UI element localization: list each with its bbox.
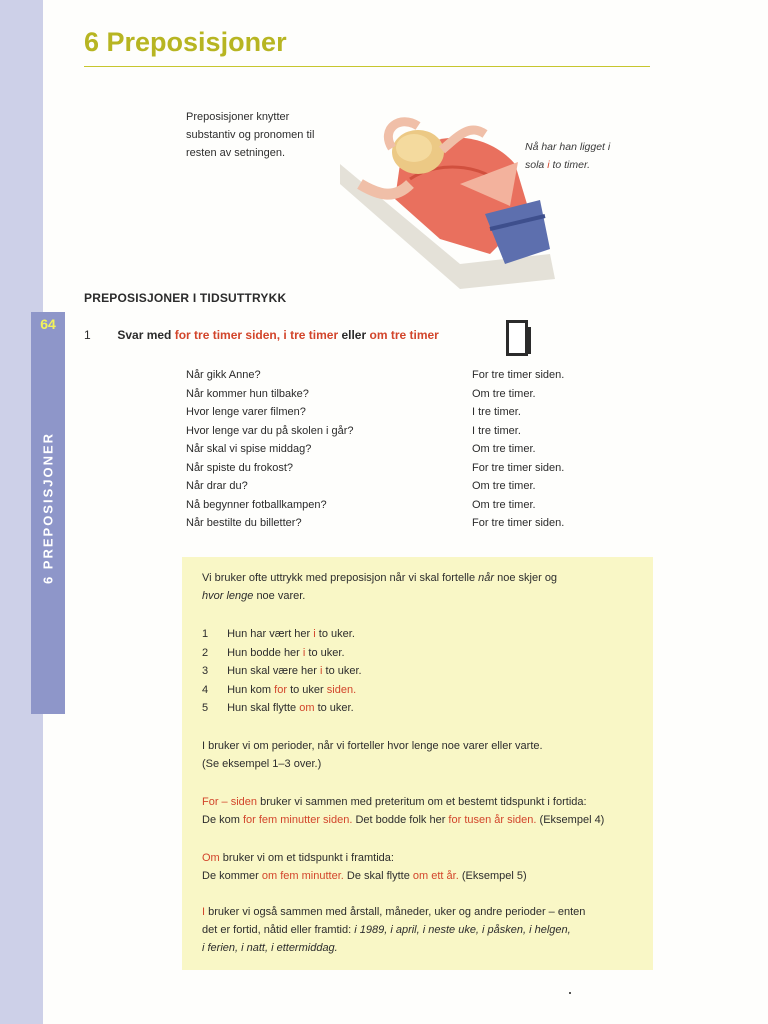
section-heading: PREPOSISJONER I TIDSUTTRYKK (84, 291, 287, 305)
intro-text: Preposisjoner knytter substantiv og pronomen til resten av setningen. (186, 111, 315, 159)
question-item: Når skal vi spise middag? (186, 443, 312, 455)
question-item: Hvor lenge varer filmen? (186, 406, 306, 418)
question-item: Når kommer hun tilbake? (186, 387, 309, 400)
answer-list (472, 366, 564, 533)
question-list (186, 366, 354, 533)
rule-example: 1 Hun har vært her i to uker. (202, 628, 355, 640)
question-item: Hvor lenge var du på skolen i går? (186, 424, 354, 437)
rule-example: 5 Hun skal flytte om to uker. (202, 702, 354, 714)
answer-item: For tre timer siden. (472, 369, 565, 381)
sunbathing-man-illustration (340, 104, 560, 294)
answer-item: For tre timer siden. (472, 517, 565, 529)
rule-example: 3 Hun skal være her i to uker. (202, 665, 362, 677)
grammar-rule-box (182, 557, 653, 970)
title-divider (84, 66, 650, 67)
rule-example: 4 Hun kom for to uker siden. (202, 683, 357, 696)
page-number: 64 (40, 316, 56, 332)
question-item: Når gikk Anne? (186, 369, 261, 381)
rule-paragraph-i-periods: I bruker vi også sammen med årstall, måneder, uker og andre perioder – enten det er fortid, nåtid eller framtid: i 1989, i april, i neste uke, i påsken, i helgen, i ferien, i natt, i ettermiddag. (202, 906, 586, 954)
answer-item: Om tre timer. (472, 443, 536, 455)
answer-item: Om tre timer. (472, 387, 536, 400)
chapter-title: 6 Preposisjoner (84, 27, 287, 57)
chapter-side-label: 6 PREPOSISJONER (40, 431, 56, 585)
rule-example: 2 Hun bodde her i to uker. (202, 646, 345, 659)
illustration-caption: Nå har han ligget i sola i to timer. (525, 141, 611, 171)
answer-item: Om tre timer. (472, 498, 536, 511)
rule-example-list (202, 625, 362, 718)
question-item: Nå begynner fotballkampen? (186, 498, 327, 511)
answer-item: I tre timer. (472, 406, 521, 418)
page-speck (569, 992, 571, 994)
rule-intro: Vi bruker ofte uttrykk med preposisjon når vi skal fortelle når noe skjer og hvor lenge noe varer. (202, 572, 558, 602)
answer-item: Om tre timer. (472, 480, 536, 492)
rule-paragraph-i: I bruker vi om perioder, når vi forteller hvor lenge noe varer eller varte. (Se eksempel 1–3 over.) (202, 740, 543, 770)
rule-paragraph-for-siden: For – siden bruker vi sammen med preteritum om et bestemt tidspunkt i fortida: De kom for fem minutter siden. Det bodde folk her for tusen år siden. (Eksempel 4) (202, 796, 605, 826)
notebook-icon (506, 320, 528, 356)
answer-item: For tre timer siden. (472, 461, 565, 474)
exercise-number: 1 (84, 328, 91, 342)
question-item: Når bestilte du billetter? (186, 517, 302, 529)
question-item: Når spiste du frokost? (186, 461, 293, 474)
question-item: Når drar du? (186, 480, 248, 492)
rule-paragraph-om: Om bruker vi om et tidspunkt i framtida: De kommer om fem minutter. De skal flytte om ett år. (Eksempel 5) (202, 852, 527, 882)
answer-item: I tre timer. (472, 424, 521, 437)
exercise-instruction: 1 Svar med for tre timer siden, i tre timer eller om tre timer (84, 328, 439, 342)
